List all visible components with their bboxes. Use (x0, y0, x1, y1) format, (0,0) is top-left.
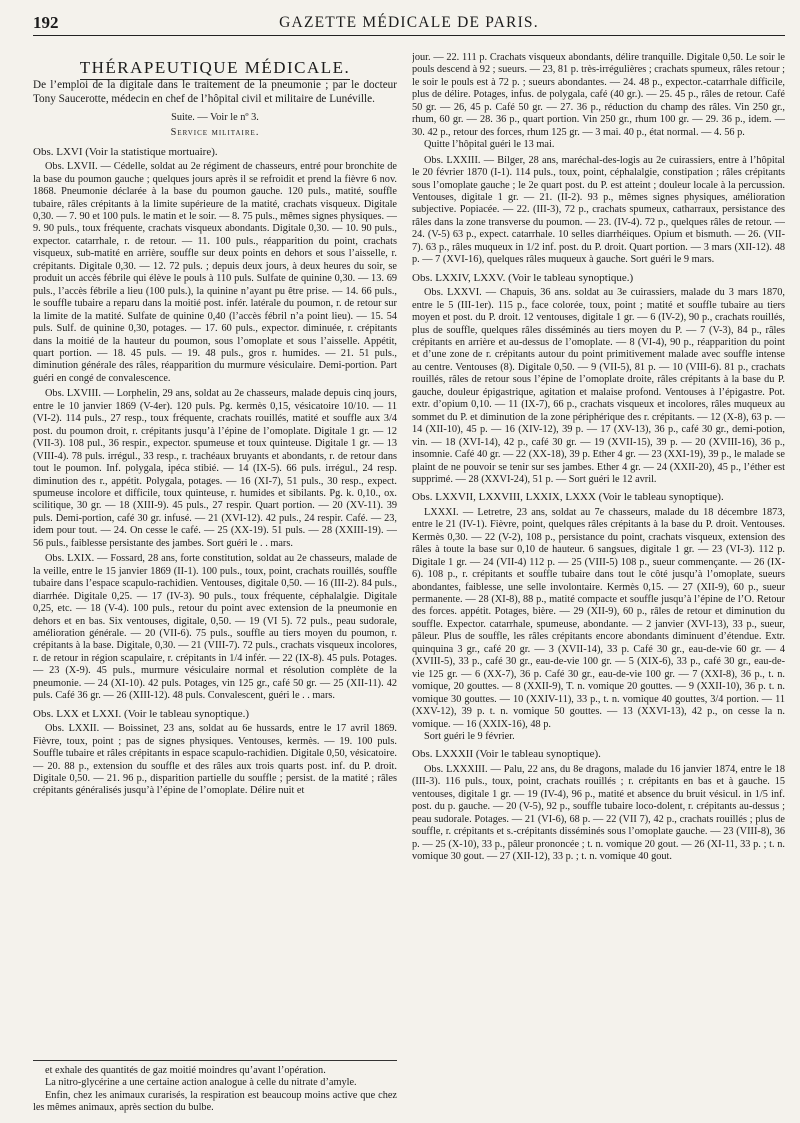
obs-83: Obs. LXXXIII. — Palu, 22 ans, du 8e dragons, malade du 16 janvier 1874, entre le 18 (III-3). 116 puls., toux, point, crachats rouillés ; r. crépitants en bas et à gauche. 15 ventouses, digitale 1 gr. — 19 (IV-4), 96 p., matité et absence du bruit vésicul. in 1/5 inf. post. du p. gauche. — 20 (V-5), 92 p., souffle tubaire loco-dolent, r. crépitants au-dessus ; peau sudorale. Potages. — 21 (VI-6), 68 p. — 22 (VII 7), 42 p., crachats rouillés ; plus de souffle, r. crépitants et s.-crépitants disséminés sous l’omoplate gauche. — 23 (VIII-8), 36 p. — 25 (X-10), 33 p., pâleur prononcée ; t. n. vomique 20 gout. — 26 (XI-11, 33 p. ; t. n. vomique 30 gout. — 27 (XII-12), 33 p. ; t. n. vomique 40 gout. (412, 763, 785, 863)
footnote-divider (33, 1060, 397, 1061)
footnote-line-3: Enfin, chez les animaux curarisés, la respiration est beaucoup moins active que chez les mêmes animaux, après section du bulbe. (33, 1089, 397, 1114)
obs-68: Obs. LXVIII. — Lorphelin, 29 ans, soldat au 2e chasseurs, malade depuis cinq jours, entre le 10 janvier 1869 (V-4er). 120 puls. Pg. kermès 0,15, vésicatoire 10/10. — 11 (VI-2). 114 puls., 27 resp., toux fréquente, crachats rouillés, matité et souffle aux 3/4 post. du poumon droit, r. crépitants jusqu’à l’épine de l’omoplate. Digitale 1 gr. — 12 (VII-3). 108 pul., 36 respir., expector. spumeuse et toux quinteuse. Digitale 1 gr. — 13 (VIII-4). 78 puls. irrégul., 33 resp., r. trachéaux bruyants et abondants, r. de retour dans tout le poumon. Inf. polygala, ipéca stibié. — 14 (IX-5). 66 puls. irrégul., 24 resp. diminution des r., appétit. Polygala, potages. — 16 (XI-7), 51 puls., 30 resp., expect. spumeuse incolore et difficile, toux quinteuse, r. humides et sibilants. Pg. k. 0,10., ox. scilitique, 30 gr. — 18 (XIII-9). 45 puls., 27 respir. Quart portion. — 20 (XV-11). 39 puls. Demi-portion, café 30 gr. infusé. — 21 (XVI-12). 42 puls., 24 respir. Café. — 23, idem pour tout. — 24. On cesse le café. — 25 (XX-19). 51 puls. — 28 (XXIII-19). — 56 puls., faiblesse persistante des jambes. Sort guéri le . . mars. (33, 388, 397, 549)
obs-72-outcome: Quitte l’hôpital guéri le 13 mai. (424, 139, 555, 151)
obs-72-continued: jour. — 22. 111 p. Crachats visqueux abondants, délire tranquille. Digitale 0,50. Le soir le pouls descend à 92 ; sueurs. — 23, 81 p. très-irrégulières ; crachats spumeux, râles retour ; le soir le pouls est à 72 p. ; sueurs abondantes. — 24. 48 p., expector.-catarrhale difficile, plus de délire. Potages, infus. de polygala, café (40 gr.). — 25. 45 p., râles de retour. Café 50 gr. — 26, 45 p. Café 50 gr. — 27. 36 p., réduction du champ des râles. Vin 250 gr., rhum, 60 gr. — 28. 36 p., quart portion. Vin 250 gr., rhum 100 gr. — 29. 36 p., idem. — 30. 42 p., retour des forces, rhum 125 gr. — 3 mai. 40 p., état normal. — 4. 56 p. (412, 52, 785, 138)
article-title: De l’emploi de la digitale dans le traitement de la pneumonie ; par le docteur Tony Saucerotte, médecin en chef de l’hôpital civil et militaire de Lunéville. (33, 79, 397, 105)
left-column (33, 52, 397, 1058)
page-header (33, 13, 785, 36)
obs-67: Obs. LXVII. — Cédelle, soldat au 2e régiment de chasseurs, entré pour bronchite de la base du poumon gauche ; quelques jours après il se refroidit et prend la fièvre 6 nov. 1868. Pneumonie déclarée à la base du poumon gauche. 120 puls., matité, souffle tubaire, râles crépitants à la limite supérieure de la matité, crachats visqueux. Digitale 0,30. — 7. 90 et 100 puls. le matin et le soir. — 8. 75 puls., mêmes signes physiques. — 9. 90 puls., toux fréquente, crachats visqueux abondants. Digitale 0,30. — 10. 90 puls., expector. catarrhale, r. de retour. — 11. 100 puls., réapparition du point, crachats visqueux, sub-matité en arrière, souffle sur deux points en dehors et sous l’aisselle, r. crépitants. Digitale 0,30. — 12. 72 puls. ; depuis deux jours, à deux heures du soir, se produit un accès fébrile qui élève le pouls à 110 puls. Sulfate de quinine 0,30. — 13. 69 puls., l’accès fébrile a lieu (100 puls.), la quinine n’ayant pu être prise. — 14. 66 puls., le souffle tubaire a reparu dans la moitié post. infér. latérale du poumon, r. de retour sur la limite de la matité. Sulfate de quinine 0,40 (l’accès fébril n’a point lieu). — 15. 54 puls. Sulf. de quinine 0,30, potages. — 17. 60 puls., expector. diminuée, r. crépitants dans la moitié de la hauteur du poumon, sous l’omoplate et sous l’aisselle. Appétit, quart portion. — 18. 45 puls. — 19. 48 puls., gros r. humides. — 21. 51 puls., diminution générale des râles, réapparition du murmure vésiculaire. Demi-portion. Part guéri en congé de convalescence. (33, 161, 397, 384)
obs-72: Obs. LXXII. — Boissinet, 23 ans, soldat au 6e hussards, entre le 17 avril 1869. Fièvre, toux, point ; pas de signes physiques. Ventouses, kermès. — 19. 100 puls. Souffle tubaire et râles crépitants in espace scapulo-rachidien. Digitale 0,50, vésicatoire. — 20. 88 p., extension du souffle et des râles aux trois quarts post. inf. du P. droit. Digitale 0,50. — 21. 96 p., disparition partielle du souffle ; persist. de la matité ; râles crépitants généralisés jusqu’à l’épine de l’omoplate. Délire nuit et (33, 723, 397, 797)
obs-74-75: Obs. LXXIV, LXXV. (Voir le tableau synoptique.) (412, 271, 634, 284)
section-title: THÉRAPEUTIQUE MÉDICALE. (33, 62, 397, 74)
footnote-line-1: et exhale des quantités de gaz moitié moindres qu’avant l’opération. (45, 1065, 326, 1076)
footnote-line-2: La nitro-glycérine a une certaine action analogue à celle du nitrate d’amyle. (45, 1077, 357, 1089)
obs-66: Obs. LXVI (Voir la statistique mortuaire). (33, 145, 218, 158)
right-column (412, 52, 785, 1112)
obs-70-71: Obs. LXX et LXXI. (Voir le tableau synoptique.) (33, 707, 250, 720)
obs-82: Obs. LXXXII (Voir le tableau synoptique). (412, 748, 601, 761)
obs-81-outcome: Sort guéri le 9 février. (424, 731, 515, 743)
suite-note: Suite. — Voir le nº 3. (171, 111, 259, 123)
obs-69: Obs. LXIX. — Fossard, 28 ans, forte constitution, soldat au 2e chasseurs, malade de la veille, entre le 15 janvier 1869 (II-1). 100 puls., toux, point, crachats rouillés, souffle tubaire dans l’espace scapulo-rachidien. Ventouses, digitale 0,50. — 16 (III-2). 84 puls., diarrhée. Digitale 0,25. — 17 (IV-3). 90 puls., toux fréquente, céphalalgie. Digitale 0,25, etc. — 18 (V-4). 100 puls., retour du point avec extension de la pneumonie en dehors et en bas. Six ventouses, digitale, 0,50. — 19 (VI 5). 72 puls., peau sudorale, amélioration générale. — 20 (VII-6). 75 puls., souffle au tiers moyen du poumon, r. crépitants à la base. Digitale, 0,30. — 21 (VIII-7). 72 puls., crachats visqueux incolores, r. de retour in région scapulaire, r. crépitants in 1/4 infér. — 22 (IX-8). 45 puls. Potages. — 23 (X-9). 45 puls., murmure vésiculaire normal et résolution complète de la pneumonie. — 24 (XI-10). 42 puls. Potages, vin 125 gr., café 50 gr. — 25 (XII-11). 42 puls. Café 36 gr. — 26 (XIII-12). 48 puls. Convalescent, guéri le . . mars. (33, 553, 397, 702)
running-title: GAZETTE MÉDICALE DE PARIS. (279, 14, 539, 31)
obs-73: Obs. LXXIII. — Bilger, 28 ans, maréchal-des-logis au 2e cuirassiers, entre à l’hôpital le 20 février 1870 (I-1). 114 puls., toux, point, céphalalgie, constipation ; râles crépitants sous l’omoplate gauche ; le 2e quart post. du P. est atteint ; douleur locale à la percussion. Ventouses, digitale 1 gr. — 21. (II-2). 93 p., mêmes signes physiques, amélioration subjective. Popiacée. — 22. (III-3), 72 p., crachats spumeux, catharraux, persistance des râles dans la zone transverse du poumon. — 23. (IV-4). 72 p., quelques râles de retour. — 24. (V-5) 63 p., expect. catarrhale. 10 selles diarrhéiques. Opium et bismuth. — 26. (VII-7). 63 p., râles muqueux in 1/2 inf. post. du P. droit. Quart portion. — 3 mars (XII-12). 48 p. — 7 (XVI-16), quelques râles muqueux à gauche. Sort guéri le 9 mars. (412, 154, 785, 266)
page-number: 192 (33, 13, 59, 32)
obs-81: LXXXI. — Letretre, 23 ans, soldat au 7e chasseurs, malade du 18 décembre 1873, entre le 21 (IV-1). Fièvre, point, quelques râles crépitants à la base du P. droit. Ventouses. Kermès 0,30. — 22 (V-2), 108 p., persistance du point, crachats visqueux, extension des râles à toute la base sur 0,10 de hauteur. 6 sangsues, digitale 1 gr. — 23 (VI-3). 112 p. Digitale 1 gr. — 24 (VII-4) 112 p. — 25 (VIII-5) 108 p., sueur commençante. — 26 (IX-6). 108 p., r. crépitants et souffle tubaire dans tout le côté jusqu’à l’omoplate, sueurs abondantes, faiblesse, une selle involontaire. Kermès 0,15. — 27 (XII-9), 60 p., sueur permanente. — 28 (XI-8), 88 p., matité compacte et souffle jusqu’à l’épine de l’O. Retour des forces. appétit. Potages, bière. — 29 (XII-9), 60 p., râles de retour et diminution du souffle. Expector. catarrhale, spumeuse, abondante. — 2 janvier (XVI-13), 33 p., sueur, pâleur. Plus de souffle, les râles crépitants encore abondants diminuent d’étendue. Extr. quinquina 3 gr., café 20 gr. — 3 (XVII-14), 33 p. Café 30 gr., eau-de-vie 60 gr. — 4 (XVIII-5), 33 p., café 30 gr., eau-de-vie 100 gr. — 5 (XIX-6), 33 p., café 30 gr., eau-de-vie 125 gr. — 6 (XX-7), 36 p. Café 30 gr., eau-de-vie 100 gr. — 7 (XXI-8), 36 p., t. n. vomique, 20 gouttes. — 8 (XXII-9), T. n. vomique 20 gouttes. — 9 (XXII-10), 36 p. t. n. vomique 30 gouttes. — 10 (XXIV-11), 33 p., t. n. vomique 40 gouttes, 3/4 portion. — 11 (XXV-12), 39 p. t. n. vomique 50 gouttes. — 13 (XXVI-13), 42 p., on cesse la n. vomique. — 16 (XXIX-16), 48 p. (412, 506, 785, 730)
service-heading: Service militaire. (170, 127, 260, 139)
footnote-block (33, 1065, 397, 1115)
obs-77-80: Obs. LXXVII, LXXVIII, LXXIX, LXXX (Voir le tableau synoptique). (412, 491, 724, 504)
obs-76: Obs. LXXVI. — Chapuis, 36 ans. soldat au 3e cuirassiers, malade du 3 mars 1870, entre le 5 (III-1er). 115 p., face colorée, toux, point ; matité et souffle tubaire au tiers moyen et post. du P. droit. 12 ventouses, digitale 1 gr. — 6 (IV-2), 90 p., crachats rouillés, plus de souffle, quelques râles disséminés au tiers moyen du P. — 7 (V-3), 84 p., râles crépitants en arrière et au-dessus de l’omoplate. — 8 (VI-4), 90 p., réapparition du point et d’une zone de r. crépitants autour du point primitivement malade avec souffle intense au centre. Ventouses (8). Digitale 0,50. — 9 (VII-5), 81 p. — 10 (VIII-6). 81 p., crachats rouillés, râles de retour sous l’épine de l’omoplate droite, râles crépitants à la base du P. gauche, douleur épigastrique, agitation et malaise profond. Ventouses à l’épigastre. Pot. extr. d’opium 0,10. — 11 (IX-7), 66 p., crachats visqueux et incolores, râles muqueux au sommet du P. et diminution de la zone périphérique des r. crépitants. — 12 (X-8), 63 p. — 14 (XII-10), 45 p. — 16 (XIV-12), 39 p. — 17 (XV-13), 36 p., café 30 gr., demi-potion, vin. — 18 (XVI-14), 42 p., café 30 gr. — 19 (XVII-15), 39 p. — 20 (XVIII-16), 36 p., insomnie. Café 40 gr. — 22 (XX-18), 39 p. Ether 4 gr. — 23 (XXI-19), 39 p., le malade se plaint de ne pouvoir se tenir sur ses jambes. Ether 4 gr. — 24 (XXII-20), 45 p., l’éther est supprimé. — 28 (XXVI-24), 51 p. — Sort guéri le 12 avril. (412, 287, 785, 485)
